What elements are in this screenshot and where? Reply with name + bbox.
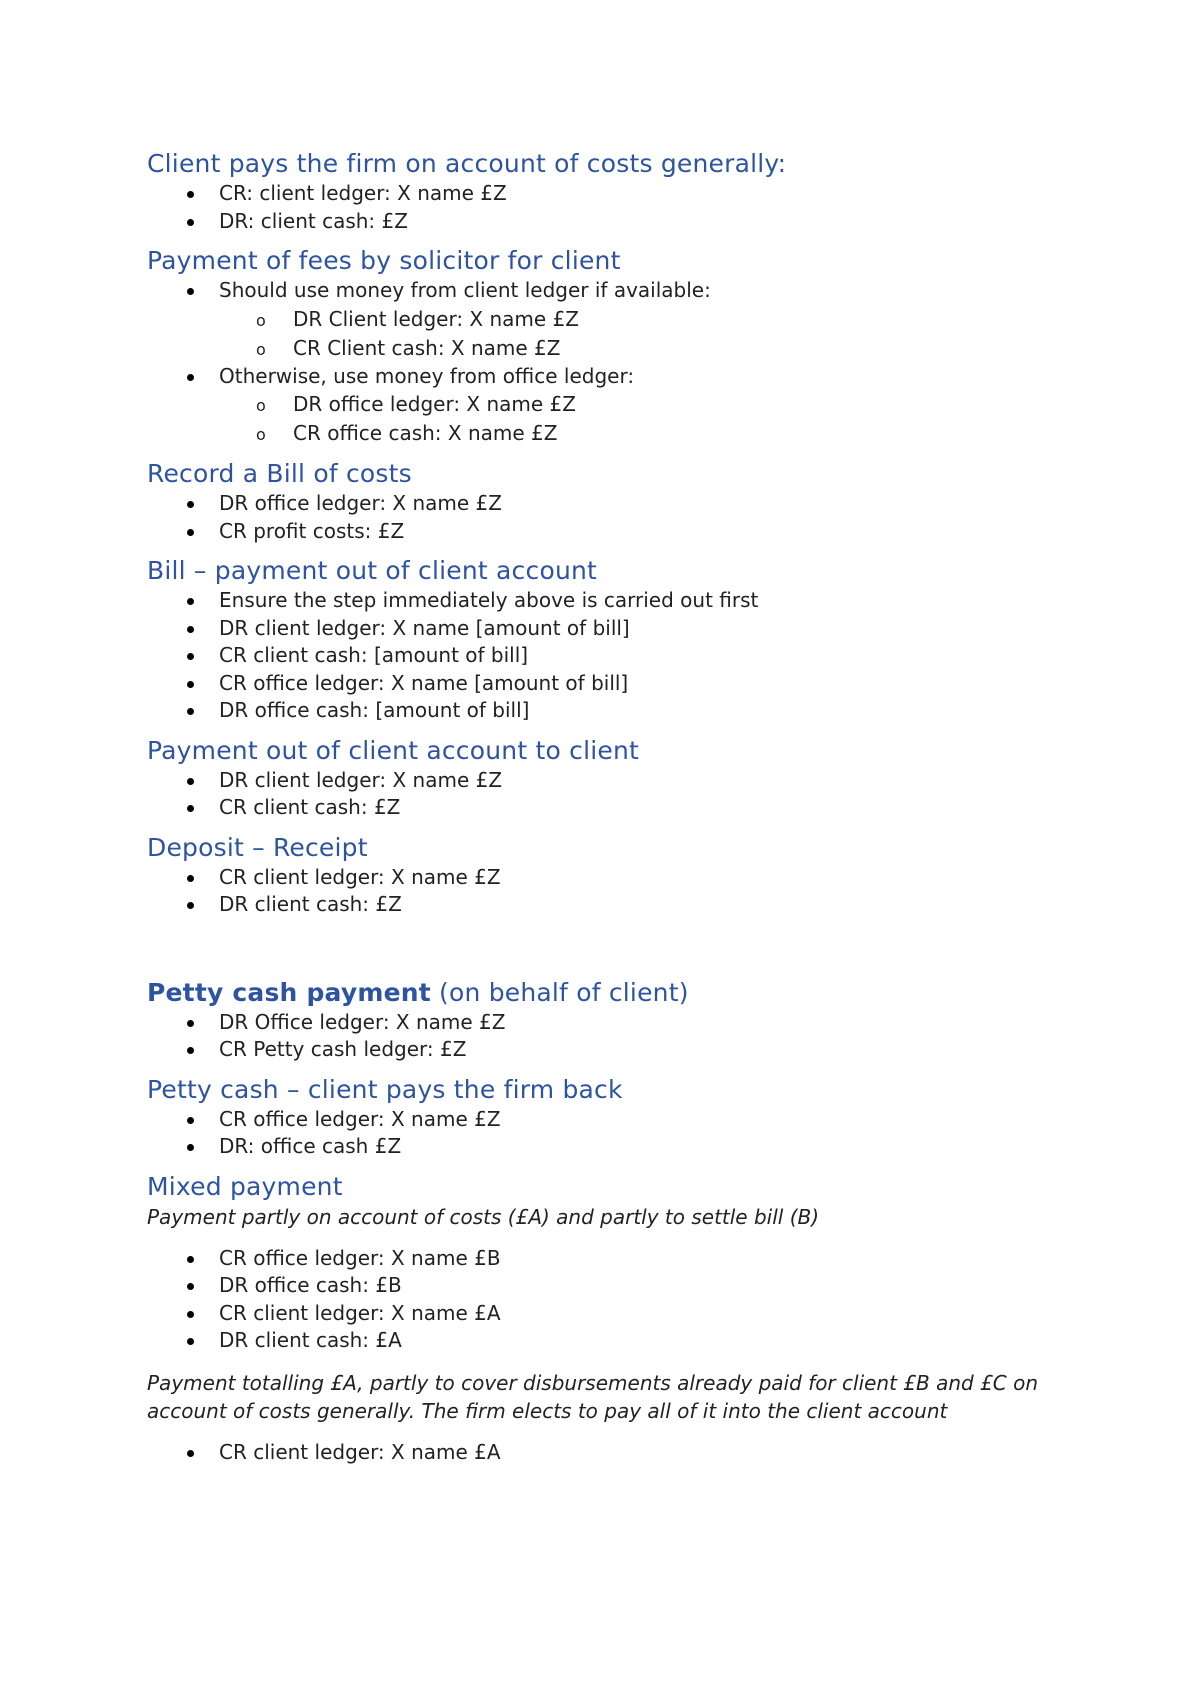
section-petty-cash-payment [147, 977, 1047, 1064]
italic-note: Payment totalling £A, partly to cover disbursements already paid for client £B and £C on account of costs generally. The firm elects to pay all of it into the client account [147, 1370, 1039, 1423]
bullet-list [147, 767, 1047, 822]
bullet-list [147, 490, 1047, 545]
bullet-list [147, 864, 1047, 919]
list-item: DR: client cash: £Z [147, 208, 1047, 236]
section-bill-payment-out-of-client-account [147, 555, 1047, 725]
list-item: CR office ledger: X name [amount of bill] [147, 670, 1047, 698]
document-content [147, 148, 1047, 1466]
sub-list-item: o CR Client cash: X name £Z [147, 334, 1047, 363]
bullet-list [147, 277, 1047, 448]
section-petty-cash-client-pays-back [147, 1074, 1047, 1161]
list-item: DR client cash: £A [147, 1327, 1047, 1355]
list-item-label: Otherwise, use money from office ledger: [219, 363, 635, 388]
section-heading: Petty cash – client pays the firm back [147, 1074, 623, 1104]
list-item-label: Should use money from client ledger if available: [219, 278, 711, 302]
list-item: DR office cash: £B [147, 1272, 1047, 1300]
bullet-list [147, 587, 1047, 725]
list-item [147, 363, 1047, 449]
section-record-bill-of-costs [147, 458, 1047, 545]
section-payment-out-to-client [147, 735, 1047, 822]
list-item: DR client cash: £Z [147, 891, 1047, 919]
list-item: CR: client ledger: X name £Z [147, 180, 1047, 208]
section-heading: Client pays the firm on account of costs generally: [147, 149, 787, 178]
list-item: CR client ledger: X name £Z [147, 864, 1047, 892]
section-heading: Bill – payment out of client account [147, 556, 598, 585]
italic-note: Payment partly on account of costs (£A) and partly to settle bill (B) [147, 1204, 820, 1229]
list-item: DR Office ledger: X name £Z [147, 1009, 1047, 1037]
list-item: CR Petty cash ledger: £Z [147, 1036, 1047, 1064]
list-item: CR office ledger: X name £Z [147, 1106, 1047, 1134]
sub-list [219, 390, 1047, 448]
section-heading: Payment out of client account to client [147, 735, 639, 765]
list-item: CR client ledger: X name £A [147, 1439, 1047, 1467]
section-deposit-receipt [147, 832, 1047, 919]
section-heading-bold: Petty cash payment [147, 977, 431, 1007]
section-heading: Mixed payment [147, 1171, 343, 1201]
bullet-list [147, 180, 1047, 235]
section-heading: Deposit – Receipt [147, 832, 368, 862]
sub-list-item: o CR office cash: X name £Z [147, 419, 1047, 448]
sub-list-item: o DR office ledger: X name £Z [147, 390, 1047, 419]
section-client-pays-on-account [147, 148, 1047, 235]
list-item [147, 277, 1047, 363]
section-payment-of-fees [147, 245, 1047, 448]
section-heading: Record a Bill of costs [147, 459, 412, 488]
list-item: CR client ledger: X name £A [147, 1300, 1047, 1328]
list-item: DR client ledger: X name £Z [147, 767, 1047, 795]
list-item: DR client ledger: X name [amount of bill] [147, 615, 1047, 643]
list-item: DR: office cash £Z [147, 1133, 1047, 1161]
bullet-list [147, 1106, 1047, 1161]
section-heading-rest: (on behalf of client) [430, 977, 689, 1007]
list-item: CR client cash: [amount of bill] [147, 642, 1047, 670]
list-item: DR office ledger: X name £Z [147, 490, 1047, 518]
section-mixed-payment [147, 1171, 1047, 1467]
list-item: CR client cash: £Z [147, 794, 1047, 822]
bullet-list [147, 1439, 1047, 1467]
list-item: DR office cash: [amount of bill] [147, 697, 1047, 725]
section-heading: Payment of fees by solicitor for client [147, 246, 621, 275]
section-heading [147, 977, 1047, 1009]
sub-list-item: o DR Client ledger: X name £Z [147, 305, 1047, 334]
bullet-list [147, 1245, 1047, 1355]
list-item: Ensure the step immediately above is carried out first [147, 587, 1047, 615]
list-item: CR profit costs: £Z [147, 518, 1047, 546]
bullet-list [147, 1009, 1047, 1064]
list-item: CR office ledger: X name £B [147, 1245, 1047, 1273]
sub-list [219, 305, 1047, 363]
